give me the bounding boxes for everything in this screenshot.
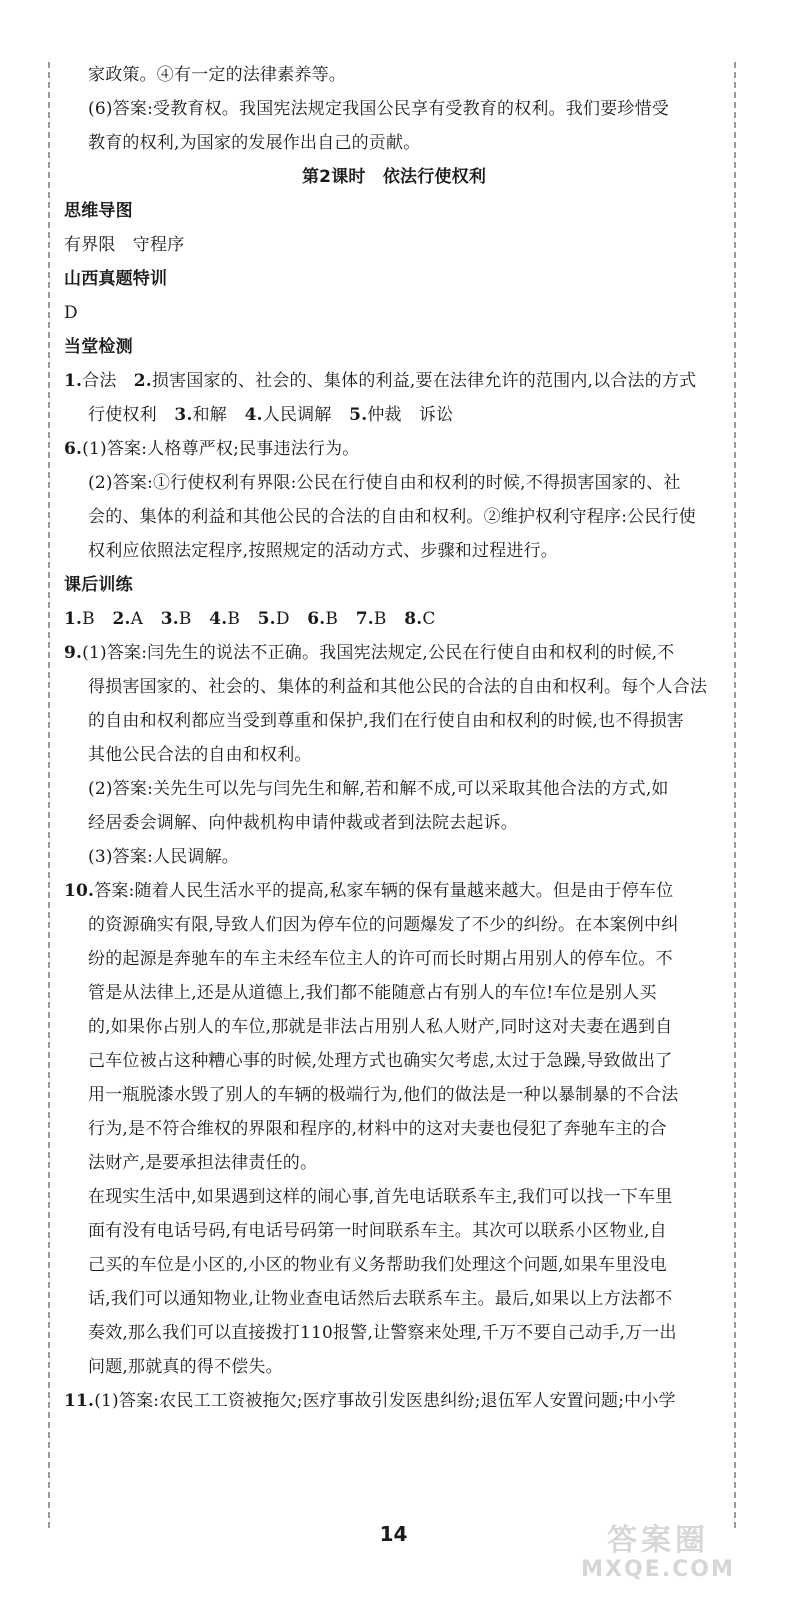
text-line: 的自由和权利都应当受到尊重和保护,我们在行使自由和权利的时候,也不得损害 [88, 711, 685, 731]
answer-text: 答案:随着人民生活水平的提高,私家车辆的保有量越来越大。但是由于停车位 [94, 881, 674, 901]
text-line: 教育的权利,为国家的发展作出自己的贡献。 [88, 133, 421, 153]
text-line: 问题,那就真的得不偿失。 [88, 1357, 283, 1377]
text-line: 己买的车位是小区的,小区的物业有义务帮助我们处理这个问题,如果车里没电 [88, 1255, 667, 1275]
question-number: 6. [64, 439, 83, 459]
choice-answer: B [325, 609, 339, 629]
text-line: 面有没有电话号码,有电话号码第一时间联系车主。其次可以联系小区物业,自 [88, 1221, 667, 1241]
question-line [64, 432, 724, 466]
text-line: 在现实生活中,如果遇到这样的闹心事,首先电话联系车主,我们可以找一下车里 [88, 1187, 673, 1207]
answer-text: (1)答案:农民工工资被拖欠;医疗事故引发医患纠纷;退伍军人安置问题;中小学 [94, 1391, 676, 1411]
answer-text: 仲裁 诉讼 [367, 405, 454, 425]
section-heading-mind-map: 思维导图 [64, 201, 133, 221]
choice-answers-line [64, 602, 724, 636]
answer-text: 人民调解 [262, 405, 332, 425]
question-number: 11. [64, 1391, 95, 1411]
question-number: 7. [355, 609, 374, 629]
text-line: 得损害国家的、社会的、集体的利益和其他公民的合法的自由和权利。每个人合法 [88, 677, 708, 697]
text-line: (3)答案:人民调解。 [88, 847, 240, 867]
text-line: (6)答案:受教育权。我国宪法规定我国公民享有受教育的权利。我们要珍惜受 [88, 99, 670, 119]
choice-answer: B [373, 609, 387, 629]
text-line: 家政策。④有一定的法律素养等。 [88, 65, 346, 85]
question-number: 5. [257, 609, 276, 629]
choice-answer: B [227, 609, 241, 629]
question-line [64, 398, 724, 432]
choice-answer: A [130, 609, 144, 629]
watermark-url: MXQE.COM [581, 1557, 735, 1582]
answer-text: 和解 [192, 405, 227, 425]
text-line: 管是从法律上,还是从道德上,我们都不能随意占有别人的车位!车位是别人买 [88, 983, 657, 1003]
text-line: 纷的起源是奔驰车的车主未经车位主人的许可而长时期占用别人的停车位。不 [88, 949, 673, 969]
question-line [64, 636, 724, 670]
right-dashed-margin [734, 62, 736, 1528]
question-line [64, 874, 724, 908]
question-number: 1. [64, 609, 83, 629]
text-line: 权利应依照法定程序,按照规定的活动方式、步骤和过程进行。 [88, 541, 559, 561]
question-number: 2. [133, 371, 152, 391]
text-line: 话,我们可以通知物业,让物业查电话然后去联系车主。最后,如果以上方法都不 [88, 1289, 673, 1309]
section-heading-class-check: 当堂检测 [64, 337, 133, 357]
text-line: 用一瓶脱漆水毁了别人的车辆的极端行为,他们的做法是一种以暴制暴的不合法 [88, 1085, 679, 1105]
answer-text: (1)答案:人格尊严权;民事违法行为。 [82, 439, 360, 459]
text-line: 有界限 守程序 [64, 235, 185, 255]
question-number: 2. [112, 609, 131, 629]
question-number: 4. [244, 405, 263, 425]
answer-text: (1)答案:闫先生的说法不正确。我国宪法规定,公民在行使自由和权利的时候,不 [82, 643, 675, 663]
choice-answer: B [82, 609, 95, 629]
page-number: 14 [379, 1522, 408, 1546]
choice-answer: D [275, 609, 290, 629]
text-line: 经居委会调解、向仲裁机构申请仲裁或者到法院去起诉。 [88, 813, 518, 833]
text-line: 其他公民合法的自由和权利。 [88, 745, 312, 765]
section-heading-after-class: 课后训练 [64, 575, 133, 595]
question-number: 6. [307, 609, 326, 629]
text-line: 己车位被占这种糟心事的时候,处理方式也确实欠考虑,太过于急躁,导致做出了 [88, 1051, 673, 1071]
question-number: 1. [64, 371, 83, 391]
text-line: 法财产,是要承担法律责任的。 [88, 1153, 318, 1173]
section-heading-shanxi-exam: 山西真题特训 [64, 269, 168, 289]
lesson-title: 第2课时 依法行使权利 [301, 167, 487, 187]
text-line: (2)答案:关先生可以先与闫先生和解,若和解不成,可以采取其他合法的方式,如 [88, 779, 669, 799]
question-number: 9. [64, 643, 83, 663]
answer-text: 损害国家的、社会的、集体的利益,要在法律允许的范围内,以合法的方式 [151, 371, 697, 391]
answer-text: 合法 [82, 371, 134, 391]
choice-answer: B [178, 609, 192, 629]
watermark-logo-text: 答案圈 [607, 1523, 709, 1558]
question-number: 3. [160, 609, 179, 629]
text-line: 奏效,那么我们可以直接拨打110报警,让警察来处理,千万不要自己动手,万一出 [88, 1323, 677, 1343]
site-watermark [543, 1524, 773, 1584]
text-line: 行为,是不符合维权的界限和程序的,材料中的这对夫妻也侵犯了奔驰车主的合 [88, 1119, 667, 1139]
answer-text: 行使权利 [88, 405, 157, 425]
question-number: 10. [64, 881, 95, 901]
question-number: 5. [349, 405, 368, 425]
choice-answer: C [422, 609, 436, 629]
question-line [64, 364, 724, 398]
text-line: (2)答案:①行使权利有界限:公民在行使自由和权利的时候,不得损害国家的、社 [88, 473, 681, 493]
text-line: 的资源确实有限,导致人们因为停车位的问题爆发了不少的纠纷。在本案例中纠 [88, 915, 679, 935]
text-line: 的,如果你占别人的车位,那就是非法占用别人私人财产,同时这对夫妻在遇到自 [88, 1017, 673, 1037]
question-line [64, 1384, 724, 1418]
question-number: 8. [404, 609, 423, 629]
text-line: D [64, 303, 78, 323]
left-dashed-margin [48, 62, 50, 1528]
answer-page-body [64, 58, 724, 1418]
text-line: 会的、集体的利益和其他公民的合法的自由和权利。②维护权利守程序:公民行使 [88, 507, 696, 527]
question-number: 3. [174, 405, 193, 425]
question-number: 4. [209, 609, 228, 629]
